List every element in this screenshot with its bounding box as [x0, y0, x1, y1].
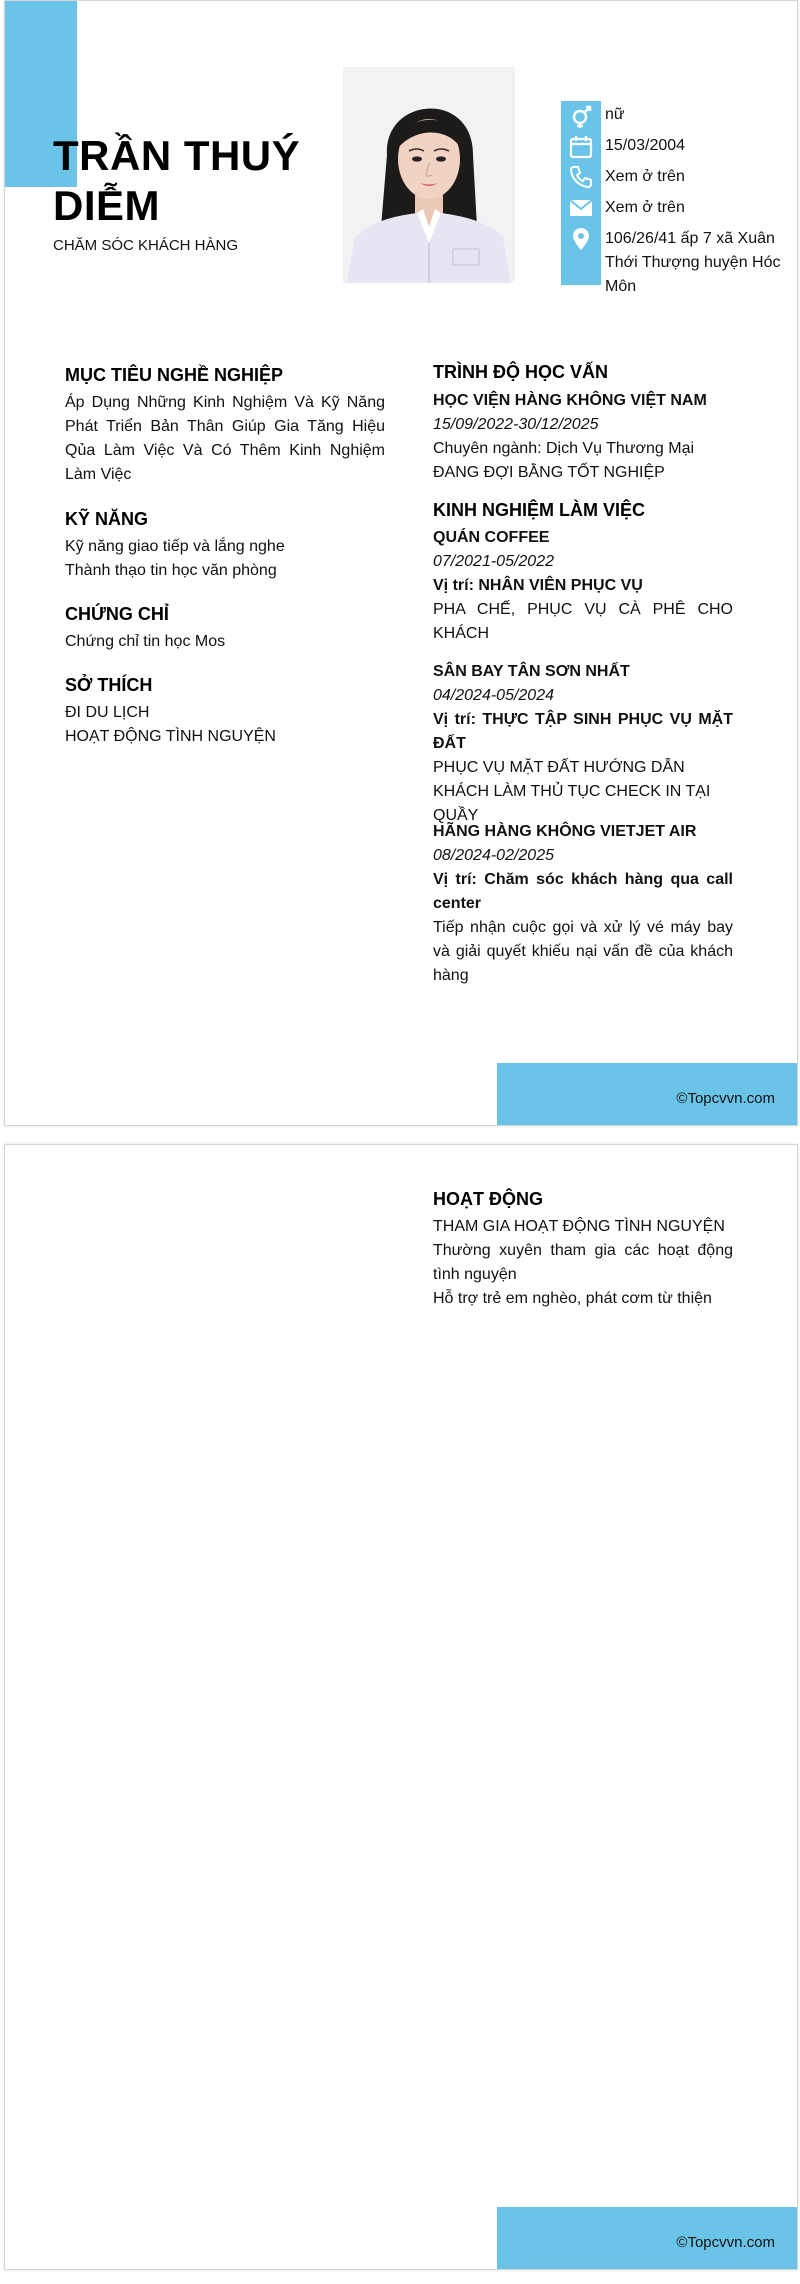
- hobbies-title: SỞ THÍCH: [65, 675, 153, 695]
- skill-item-1: Kỹ năng giao tiếp và lắng nghe: [65, 538, 285, 555]
- location-icon: [568, 227, 594, 251]
- activities-title: HOẠT ĐỘNG: [433, 1189, 543, 1209]
- activity-item-3: Hỗ trợ trẻ em nghèo, phát cơm từ thiện: [433, 1290, 712, 1307]
- contact-email: Xem ở trên: [605, 199, 685, 216]
- job-2-position: Vị trí: THỰC TẬP SINH PHỤC VỤ MẶT ĐẤT: [433, 711, 733, 752]
- job-2-description: PHỤC VỤ MẶT ĐẤT HƯỚNG DẪN KHÁCH LÀM THỦ TỤC CHECK IN TẠI QUẦY: [433, 759, 711, 824]
- address-line-3: Môn: [605, 278, 637, 295]
- contact-birthday: 15/03/2004: [605, 137, 686, 154]
- experience-title: KINH NGHIỆM LÀM VIỆC: [433, 500, 646, 520]
- education-status: ĐANG ĐỢI BẰNG TỐT NGHIỆP: [433, 464, 665, 481]
- job-1-company: QUÁN COFFEE: [433, 529, 550, 546]
- contact-phone: Xem ở trên: [605, 168, 685, 185]
- phone-icon: [568, 165, 594, 189]
- education-period: 15/09/2022-30/12/2025: [433, 416, 599, 433]
- job-3-company: HÃNG HÀNG KHÔNG VIETJET AIR: [433, 823, 697, 840]
- skills-title: KỸ NĂNG: [65, 509, 149, 529]
- name-line-2: DIỄM: [53, 182, 160, 229]
- calendar-icon: [568, 135, 594, 159]
- profile-photo: [343, 67, 515, 283]
- contact-address: [605, 227, 785, 299]
- hobby-item-2: HOẠT ĐỘNG TÌNH NGUYỆN: [65, 728, 276, 745]
- job-1-period: 07/2021-05/2022: [433, 553, 554, 570]
- hobby-item-1: ĐI DU LỊCH: [65, 704, 150, 721]
- footer-brand: ©Topcvvn.com: [676, 1090, 775, 1107]
- activity-item-1: THAM GIA HOẠT ĐỘNG TÌNH NGUYỆN: [433, 1218, 725, 1235]
- candidate-name: [53, 131, 300, 231]
- activity-item-2: Thường xuyên tham gia các hoạt động tình nguyện: [433, 1242, 733, 1283]
- address-line-1: 106/26/41 ấp 7 xã Xuân: [605, 230, 775, 247]
- cv-page-1: [4, 0, 798, 1126]
- skill-item-2: Thành thạo tin học văn phòng: [65, 562, 277, 579]
- address-line-2: Thới Thượng huyện Hóc: [605, 254, 781, 271]
- email-icon: [568, 196, 594, 220]
- education-title: TRÌNH ĐỘ HỌC VẤN: [433, 362, 608, 382]
- job-title: CHĂM SÓC KHÁCH HÀNG: [53, 237, 239, 254]
- education-major: Chuyên ngành: Dịch Vụ Thương Mại: [433, 440, 695, 457]
- certificate-item-1: Chứng chỉ tin học Mos: [65, 633, 226, 650]
- job-2-company: SÂN BAY TÂN SƠN NHẤT: [433, 663, 630, 680]
- job-3-description: Tiếp nhận cuộc gọi và xử lý vé máy bay và giải quyết khiếu nại vấn đề của khách hàng: [433, 919, 733, 984]
- job-1-description: PHA CHẾ, PHỤC VỤ CÀ PHÊ CHO KHÁCH: [433, 601, 733, 642]
- contact-gender: nữ: [605, 106, 625, 123]
- gender-icon: [568, 105, 594, 129]
- cv-page-2: [4, 1144, 798, 2270]
- job-3-position: Vị trí: Chăm sóc khách hàng qua call center: [433, 871, 733, 912]
- footer-brand-2: ©Topcvvn.com: [676, 2234, 775, 2251]
- job-2-period: 04/2024-05/2024: [433, 687, 554, 704]
- education-school: HỌC VIỆN HÀNG KHÔNG VIỆT NAM: [433, 392, 707, 409]
- career-objective-title: MỤC TIÊU NGHỀ NGHIỆP: [65, 365, 284, 385]
- job-1-position: Vị trí: NHÂN VIÊN PHỤC VỤ: [433, 577, 643, 594]
- job-3-period: 08/2024-02/2025: [433, 847, 554, 864]
- career-objective-text: Áp Dụng Những Kinh Nghiệm Và Kỹ Năng Phát Triển Bản Thân Giúp Gia Tăng Hiệu Qủa Làm Việc Và Có Thêm Kinh Nghiệm Làm Việc: [65, 394, 385, 483]
- certificates-title: CHỨNG CHỈ: [65, 604, 169, 624]
- name-line-1: TRẦN THUÝ: [53, 132, 301, 179]
